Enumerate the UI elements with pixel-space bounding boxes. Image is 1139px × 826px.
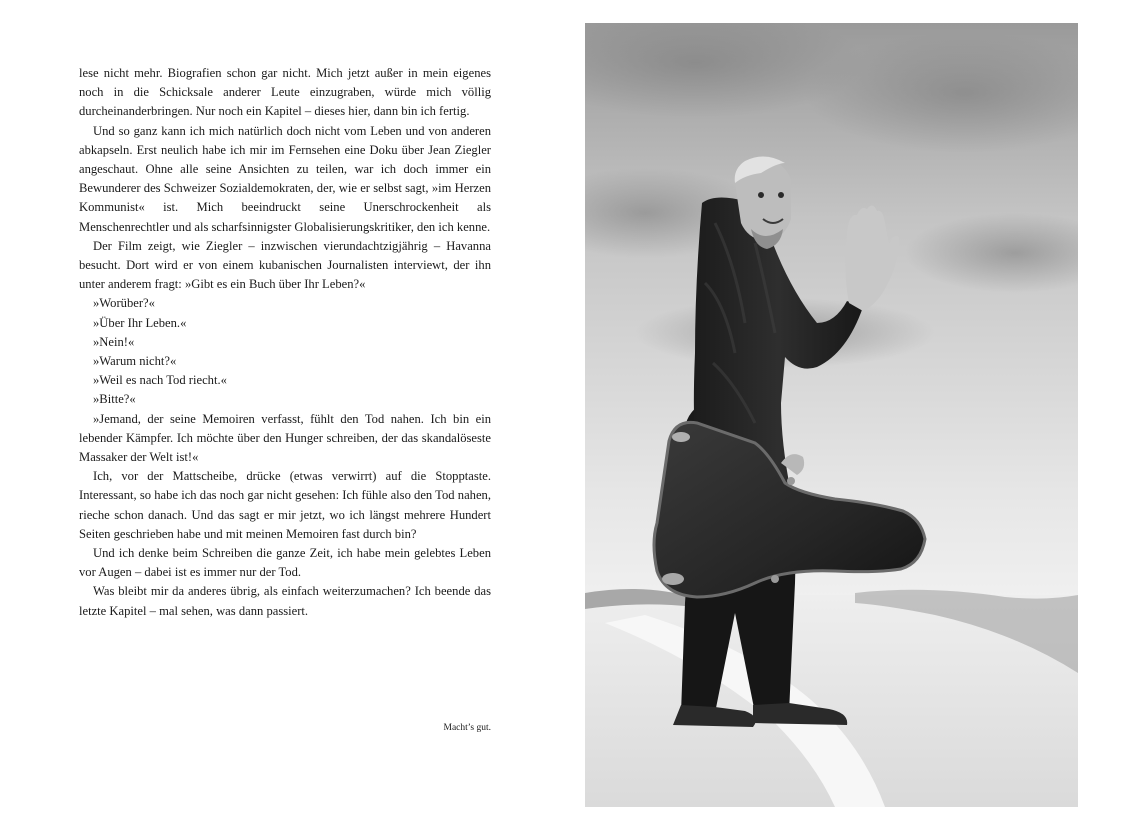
- dialogue-line: »Worüber?«: [93, 296, 155, 311]
- dialogue-line: »Nein!«: [93, 334, 135, 349]
- dialogue-line: »Bitte?«: [93, 392, 136, 407]
- text-page: [79, 64, 491, 621]
- dialogue-line: »Weil es nach Tod riecht.«: [93, 373, 227, 388]
- photo-man-with-guitar-case: [585, 23, 1078, 807]
- dialogue-line: »Warum nicht?«: [93, 354, 177, 369]
- paragraph: Und so ganz kann ich mich natürlich doch nicht vom Leben und von anderen abkapseln. Erst neulich habe ich mir im Fernsehen eine Doku über Jean Ziegler angeschaut. Ohne alle seine Ansichten zu teilen, war ich doch immer ein Bewunderer des Schweizer Sozialdemokraten, der, wie er selbst sagt, »im Herzen Kommunist« ist. Mich beeindruckt seine Unerschrockenheit als Menschenrechtler und als scharfsinnigster Globalisierungskritiker, den ich kenne.: [79, 123, 491, 234]
- paragraph: Ich, vor der Mattscheibe, drücke (etwas verwirrt) auf die Stopptaste. Interessant, so habe ich das noch gar nicht gesehen: Ich fühle also den Tod nahen, rieche schon danach. Und das sagt er mir jetzt, wo ich längst mehrere Hundert Seiten geschrieben habe und mit meinen Memoiren fast durch bin?: [79, 469, 491, 541]
- paragraph: »Jemand, der seine Memoiren verfasst, fühlt den Tod nahen. Ich bin ein lebender Kämpfer. Ich möchte über den Hunger schreiben, der das skandalöseste Massaker der Welt ist!«: [79, 411, 491, 465]
- sign-off: Macht’s gut.: [443, 723, 491, 733]
- paragraph: lese nicht mehr. Biografien schon gar nicht. Mich jetzt außer in mein eigenes noch in die Schicksale anderer Leute einzugraben, würde mich völlig durcheinanderbringen. Nur noch ein Kapitel – dieses hier, dann bin ich fertig.: [79, 66, 491, 119]
- dialogue-line: »Über Ihr Leben.«: [93, 315, 187, 330]
- paragraph: Der Film zeigt, wie Ziegler – inzwischen vierundachtzigjährig – Havanna besucht. Dort wird er von einem kubanischen Journalisten interviewt, der ihn unter anderem fragt: »Gibt es ein Buch über Ihr Leben?«: [79, 238, 491, 292]
- paragraph: Und ich denke beim Schreiben die ganze Zeit, ich habe mein gelebtes Leben vor Augen – dabei ist es immer nur der Tod.: [79, 546, 491, 580]
- paragraph: Was bleibt mir da anderes übrig, als einfach weiterzumachen? Ich beende das letzte Kapitel – mal sehen, was dann passiert.: [79, 584, 491, 618]
- photo-illustration: [585, 23, 1078, 807]
